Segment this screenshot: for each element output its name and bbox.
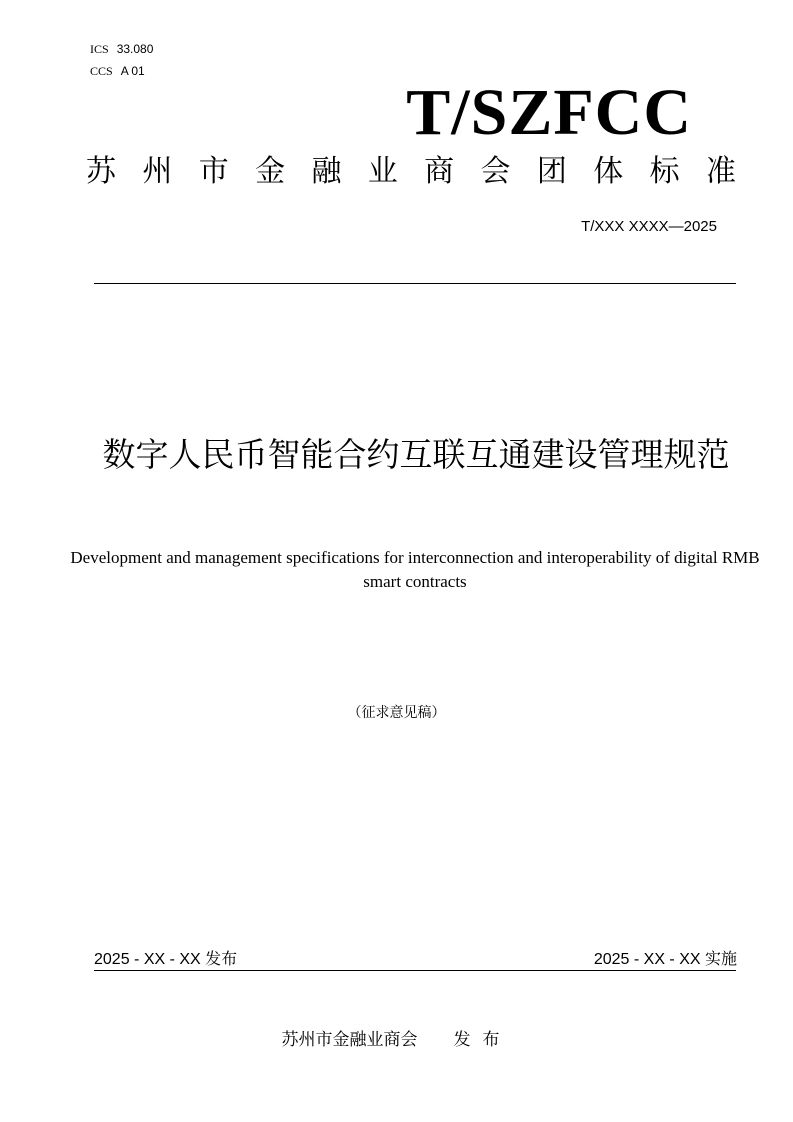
publisher-name: 苏州市金融业商会: [281, 1030, 418, 1050]
issue-date: 2025 - XX - XX 发布: [94, 951, 238, 968]
ccs-code: [90, 60, 153, 82]
org-char: 州: [142, 154, 173, 189]
org-char: 市: [198, 154, 229, 189]
org-char: 准: [705, 154, 736, 189]
ics-value: 33.080: [116, 42, 154, 56]
org-char: 融: [311, 154, 342, 189]
standard-logo: T/SZFCC: [406, 76, 692, 149]
effective-date: 2025 - XX - XX 实施: [593, 951, 737, 968]
classification-codes: [90, 38, 153, 82]
org-char: 金: [255, 154, 286, 189]
draft-status: （征求意见稿）: [347, 705, 446, 721]
ics-label: ICS: [90, 42, 109, 56]
org-char: 苏: [86, 154, 116, 189]
ics-code: [90, 38, 153, 60]
org-char: 业: [367, 154, 398, 189]
publisher: [0, 1025, 793, 1050]
org-char: 标: [649, 154, 680, 189]
org-char: 体: [593, 154, 624, 189]
document-title-cn: 数字人民币智能合约互联互通建设管理规范: [102, 435, 730, 474]
document-number: T/XXX XXXX—2025: [581, 218, 717, 235]
top-divider: [94, 283, 736, 284]
publish-label: 发布: [453, 1030, 512, 1050]
org-char: 会: [480, 154, 511, 189]
ccs-label: CCS: [90, 64, 113, 78]
org-char: 商: [424, 154, 455, 189]
organization-standard-title: [86, 152, 736, 192]
org-char: 团: [536, 154, 567, 189]
document-title-en: Development and management specifications for interconnection and interoperability of digital RMB smart contracts: [70, 548, 760, 591]
ccs-value: A 01: [120, 64, 145, 78]
bottom-divider: [94, 970, 736, 971]
